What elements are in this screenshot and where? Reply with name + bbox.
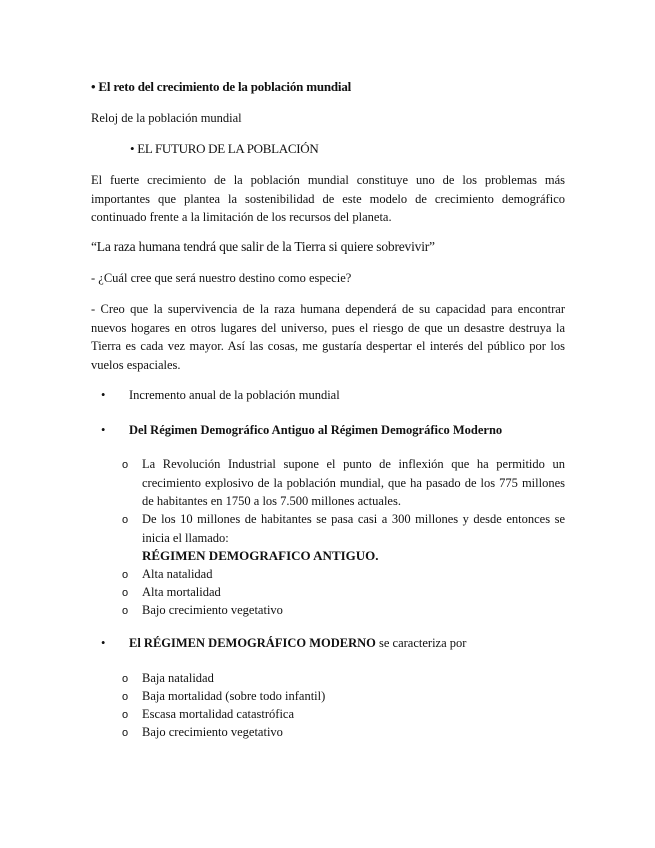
quote: “La raza humana tendrá que salir de la Tierra si quiere sobrevivir” [91,239,435,254]
moderno-item-baja-mortalidad: Baja mortalidad (sobre todo infantil) [142,689,326,703]
moderno-item-bajo-crecimiento: Bajo crecimiento vegetativo [142,725,283,739]
sub-marker: o [122,459,129,471]
regimen-moderno-rest: se caracteriza por [375,636,467,650]
antiguo-item-revolucion: La Revolución Industrial supone el punto de inflexión que ha permitido un crecimiento explosivo de la población mundial, que ha pasado de los 775 millones de habitantes en 1750 a los 7.500 millones actuales. [142,457,565,508]
sub-marker: o [122,727,129,739]
bullet-regimen-title: Del Régimen Demográfico Antiguo al Régimen Demográfico Moderno [129,423,503,437]
sub-marker: o [122,709,129,721]
antiguo-item-millones [142,510,565,566]
regimen-moderno-label: El RÉGIMEN DEMOGRÁFICO MODERNO [129,636,376,650]
antiguo-item-millones-text: De los 10 millones de habitantes se pasa casi a 300 millones y desde entonces se inicia el llamado: [142,512,565,545]
bullet-marker: • [101,388,106,402]
moderno-item-escasa-mortalidad: Escasa mortalidad catastrófica [142,707,295,721]
antiguo-item-bajo-crecimiento: Bajo crecimiento vegetativo [142,603,283,617]
sub-marker: o [122,587,129,599]
sub-marker: o [122,673,129,685]
intro-paragraph: El fuerte crecimiento de la población mundial constituye uno de los problemas más importantes que plantea la sostenibilidad de este modelo de crecimiento demográfico continuado frente a la limitación de los recursos del planeta. [91,173,565,224]
sub-marker: o [122,691,129,703]
section-title: • EL FUTURO DE LA POBLACIÓN [130,141,319,156]
sub-marker: o [122,569,129,581]
bullet-regimen-moderno [129,634,466,652]
antiguo-item-alta-mortalidad: Alta mortalidad [142,585,221,599]
sub-marker: o [122,605,129,617]
interview-answer: - Creo que la supervivencia de la raza humana dependerá de su capacidad para encontrar nuevos hogares en otros lugares del universo, pues el riesgo de que un desastre destruya la Tierra es cada vez mayor. Así las cosas, me gustaría despertar el interés del público por los vuelos espaciales. [91,302,565,372]
sub-marker: o [122,514,129,526]
regimen-antiguo-label: RÉGIMEN DEMOGRAFICO ANTIGUO. [142,548,379,563]
interview-question: - ¿Cuál cree que será nuestro destino como especie? [91,271,352,285]
bullet-marker: • [101,423,106,437]
moderno-item-baja-natalidad: Baja natalidad [142,671,214,685]
bullet-incremento: Incremento anual de la población mundial [129,388,340,402]
document-heading: • El reto del crecimiento de la población mundial [91,79,352,94]
antiguo-item-alta-natalidad: Alta natalidad [142,567,213,581]
bullet-marker: • [101,636,106,650]
subheading: Reloj de la población mundial [91,111,242,125]
